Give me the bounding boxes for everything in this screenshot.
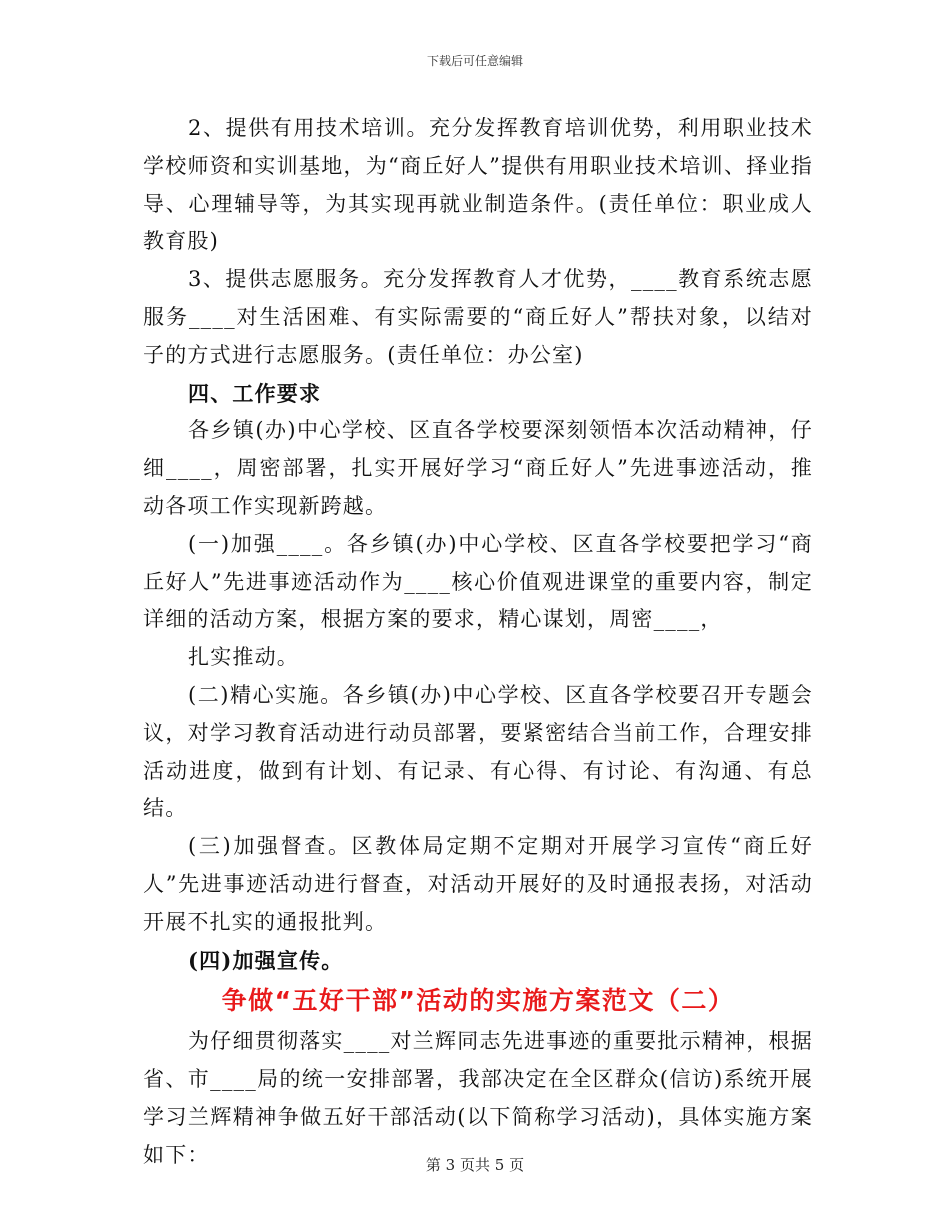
paragraph-item-3: 3、提供志愿服务。充分发挥教育人才优势，____教育系统志愿服务____对生活困难、有实际需要的“商丘好人”帮扶对象，以结对子的方式进行志愿服务。(责任单位：办公室) — [143, 267, 813, 367]
paragraph-supervision: (三)加强督查。区教体局定期不定期对开展学习宣传“商丘好人”先进事迹活动进行督查，对活动开展好的及时通报表扬，对活动开展不扎实的通报批判。 — [143, 834, 813, 934]
paragraph-item-2: 2、提供有用技术培训。充分发挥教育培训优势，利用职业技术学校师资和实训基地，为“商丘好人”提供有用职业技术培训、择业指导、心理辅导等，为其实现再就业制造条件。(责任单位：职业成人教育股) — [143, 116, 813, 254]
section-title: 争做“五好干部”活动的实施方案范文（二） — [221, 986, 735, 1016]
paragraph-intro-plan: 为仔细贯彻落实____对兰辉同志先进事迹的重要批示精神，根据省、市____局的统一安排部署，我部决定在全区群众(信访)系统开展学习兰辉精神争做五好干部活动(以下简称学习活动)，具体实施方案如下： — [143, 1029, 813, 1167]
paragraph-publicity: (四)加强宣传。 — [188, 947, 344, 973]
document-body — [143, 110, 813, 1175]
paragraph-strengthen: (一)加强____。各乡镇(办)中心学校、区直各学校要把学习“商丘好人”先进事迹活动作为____核心价值观进课堂的重要内容，制定详细的活动方案，根据方案的要求，精心谋划，周密____， — [143, 531, 813, 632]
paragraph-implement: 扎实推动。 — [188, 645, 299, 670]
page-footer: 第 3 页共 5 页 — [425, 1156, 525, 1174]
page-header: 下载后可任意编辑 — [426, 54, 523, 68]
section-heading-work-requirements: 四、工作要求 — [188, 380, 322, 406]
paragraph-requirements-intro: 各乡镇(办)中心学校、区直各学校要深刻领悟本次活动精神，仔细____，周密部署，扎实开展好学习“商丘好人”先进事迹活动，推动各项工作实现新跨越。 — [143, 418, 813, 518]
paragraph-careful-implementation: (二)精心实施。各乡镇(办)中心学校、区直各学校要召开专题会议，对学习教育活动进行动员部署，要紧密结合当前工作，合理安排活动进度，做到有计划、有记录、有心得、有讨论、有沟通、有总结。 — [143, 682, 813, 821]
